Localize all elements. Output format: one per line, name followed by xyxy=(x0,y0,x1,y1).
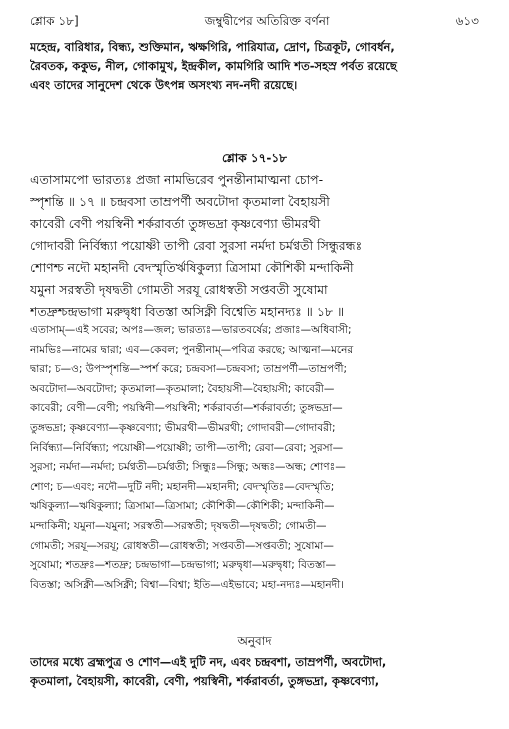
synonym-line: সুষোমা; শতদ্রুঃ—শতদ্রু; চন্দ্রভাগা—চন্দ্রভাগা; মরুদ্বৃধা—মরুদ্বৃধা; বিতস্তা— xyxy=(30,559,336,572)
verse-line: স্পৃশন্তি ॥ ১৭ ॥ চন্দ্রবসা তাম্রপর্ণী অবটোদা কৃতমালা বৈহায়সী xyxy=(30,194,330,209)
verse-line: শতদ্রুশ্চন্দ্রভাগা মরুদ্বৃধা বিতস্তা অসিক্নী বিশ্বেতি মহানদ্যঃ ॥ ১৮ ॥ xyxy=(30,304,345,319)
synonym-line: মন্দাকিনী; যমুনা—যমুনা; সরস্বতী—সরস্বতী; দৃষদ্বতী—দৃষদ্বতী; গোমতী— xyxy=(30,519,327,532)
translation-heading: অনুবাদ xyxy=(237,634,272,648)
synonym-line: ঋষিকুল্যা—ঋষিকুল্যা; ত্রিসামা—ত্রিসামা; কৌশিকী—কৌশিকী; মন্দাকিনী— xyxy=(30,500,335,513)
intro-line: মহেন্দ্র, বারিধার, বিন্ধ্য, শুক্তিমান, ঋক্ষগিরি, পারিযাত্র, দ্রোণ, চিত্রকূট, গোবর্ধন, xyxy=(30,40,395,54)
synonym-line: অবটোদা—অবটোদা; কৃতমালা—কৃতমালা; বৈহায়সী—বৈহায়সী; কাবেরী— xyxy=(30,382,335,395)
synonym-line: তুঙ্গভদ্রা; কৃষ্ণবেণ্যা—কৃষ্ণবেণ্যা; ভীমরথী—ভীমরথী; গোদাবরী—গোদাবরী; xyxy=(30,421,336,434)
verse-line: যমুনা সরস্বতী দৃষদ্বতী গোমতী সরযূ রোধস্বতী সপ্তবতী সুষোমা xyxy=(30,282,328,297)
translation-line: তাদের মধ্যে ব্রহ্মপুত্র ও শোণ—এই দুটি নদ, এবং চন্দ্রবশা, তাম্রপর্ণী, অবটোদা, xyxy=(30,655,387,669)
translation-line: কৃতমালা, বৈহায়সী, কাবেরী, বেণী, পয়স্বিনী, শর্করাবর্তা, তুঙ্গভদ্রা, কৃষ্ণবেণ্যা, xyxy=(30,674,380,688)
synonym-line: সুরসা; নর্মদা—নর্মদা; চর্মণ্বতী—চর্মণ্বতী; সিন্ধুঃ—সিন্ধু; অন্ধঃ—অন্ধ; শোণঃ— xyxy=(30,461,346,474)
synonym-line: শোণ; চ—এবং; নদৌ—দুটি নদী; মহানদী—মহানদী; বেদস্মৃতিঃ—বেদস্মৃতি; xyxy=(30,480,335,493)
synonym-line: কাবেরী; বেণী—বেণী; পয়স্বিনী—পয়স্বিনী; শর্করাবর্তা—শর্করাবর্তা; তুঙ্গভদ্রা— xyxy=(30,402,343,415)
page-number: ৬১৩ xyxy=(455,14,479,28)
translation-paragraph xyxy=(30,653,479,691)
synonym-line: নামভিঃ—নামের দ্বারা; এব—কেবল; পুনন্তীনাম্—পবিত্র করছে; আত্মনা—মনের xyxy=(30,343,354,356)
synonym-line: এতাসাম্—এই সবের; অপঃ—জল; ভারত্যঃ—ভারতবর্ষের; প্রজাঃ—অধিবাসী; xyxy=(30,324,352,336)
synonym-line: নির্বিন্ধ্যা—নির্বিন্ধ্যা; পয়োষ্ণী—পয়োষ্ণী; তাপী—তাপী; রেবা—রেবা; সুরসা— xyxy=(30,441,344,454)
header-chapter-title: জম্বুদ্বীপের অতিরিক্ত বর্ণনা xyxy=(204,14,330,28)
intro-line: রৈবতক, ককুভ, নীল, গোকামুখ, ইন্দ্রকীল, কামগিরি আদি শত-সহস্র পর্বত রয়েছে xyxy=(30,59,397,73)
synonym-line: দ্বারা; চ—ও; উপস্পৃশন্তি—স্পর্শ করে; চন্দ্রবসা—চন্দ্রবসা; তাম্রপর্ণী—তাম্রপর্ণী; xyxy=(30,363,348,376)
shloka-heading: শ্লোক ১৭-১৮ xyxy=(222,151,287,165)
page-header xyxy=(30,14,479,32)
sanskrit-verse xyxy=(30,169,479,323)
verse-line: এতাসামপো ভারত্যঃ প্রজা নামভিরেব পুনন্তীনামাত্মনা চোপ- xyxy=(30,172,324,187)
intro-paragraph xyxy=(30,38,479,95)
intro-line: এবং তাদের সানুদেশ থেকে উৎপন্ন অসংখ্য নদ-নদী রয়েছে। xyxy=(30,78,298,92)
word-synonyms xyxy=(30,321,479,595)
header-verse-ref: শ্লোক ১৮] xyxy=(30,14,79,28)
verse-line: কাবেরী বেণী পয়স্বিনী শর্করাবর্তা তুঙ্গভদ্রা কৃষ্ণবেণ্যা ভীমরথী xyxy=(30,216,321,231)
verse-line: শোণশ্চ নদৌ মহানদী বেদস্মৃতির্ঋষিকুল্যা ত্রিসামা কৌশিকী মন্দাকিনী xyxy=(30,260,354,275)
synonym-line: বিতস্তা; অসিক্নী—অসিক্নী; বিশ্বা—বিশ্বা; ইতি—এইভাবে; মহা-নদ্যঃ—মহানদী। xyxy=(30,578,344,591)
verse-line: গোদাবরী নির্বিন্ধ্যা পয়োষ্ণী তাপী রেবা সুরসা নর্মদা চর্মণ্বতী সিন্ধুরন্ধঃ xyxy=(30,238,363,253)
synonym-line: গোমতী; সরযূ—সরযূ; রোধস্বতী—রোধস্বতী; সপ্তবতী—সপ্তবতী; সুষোমা— xyxy=(30,539,334,552)
